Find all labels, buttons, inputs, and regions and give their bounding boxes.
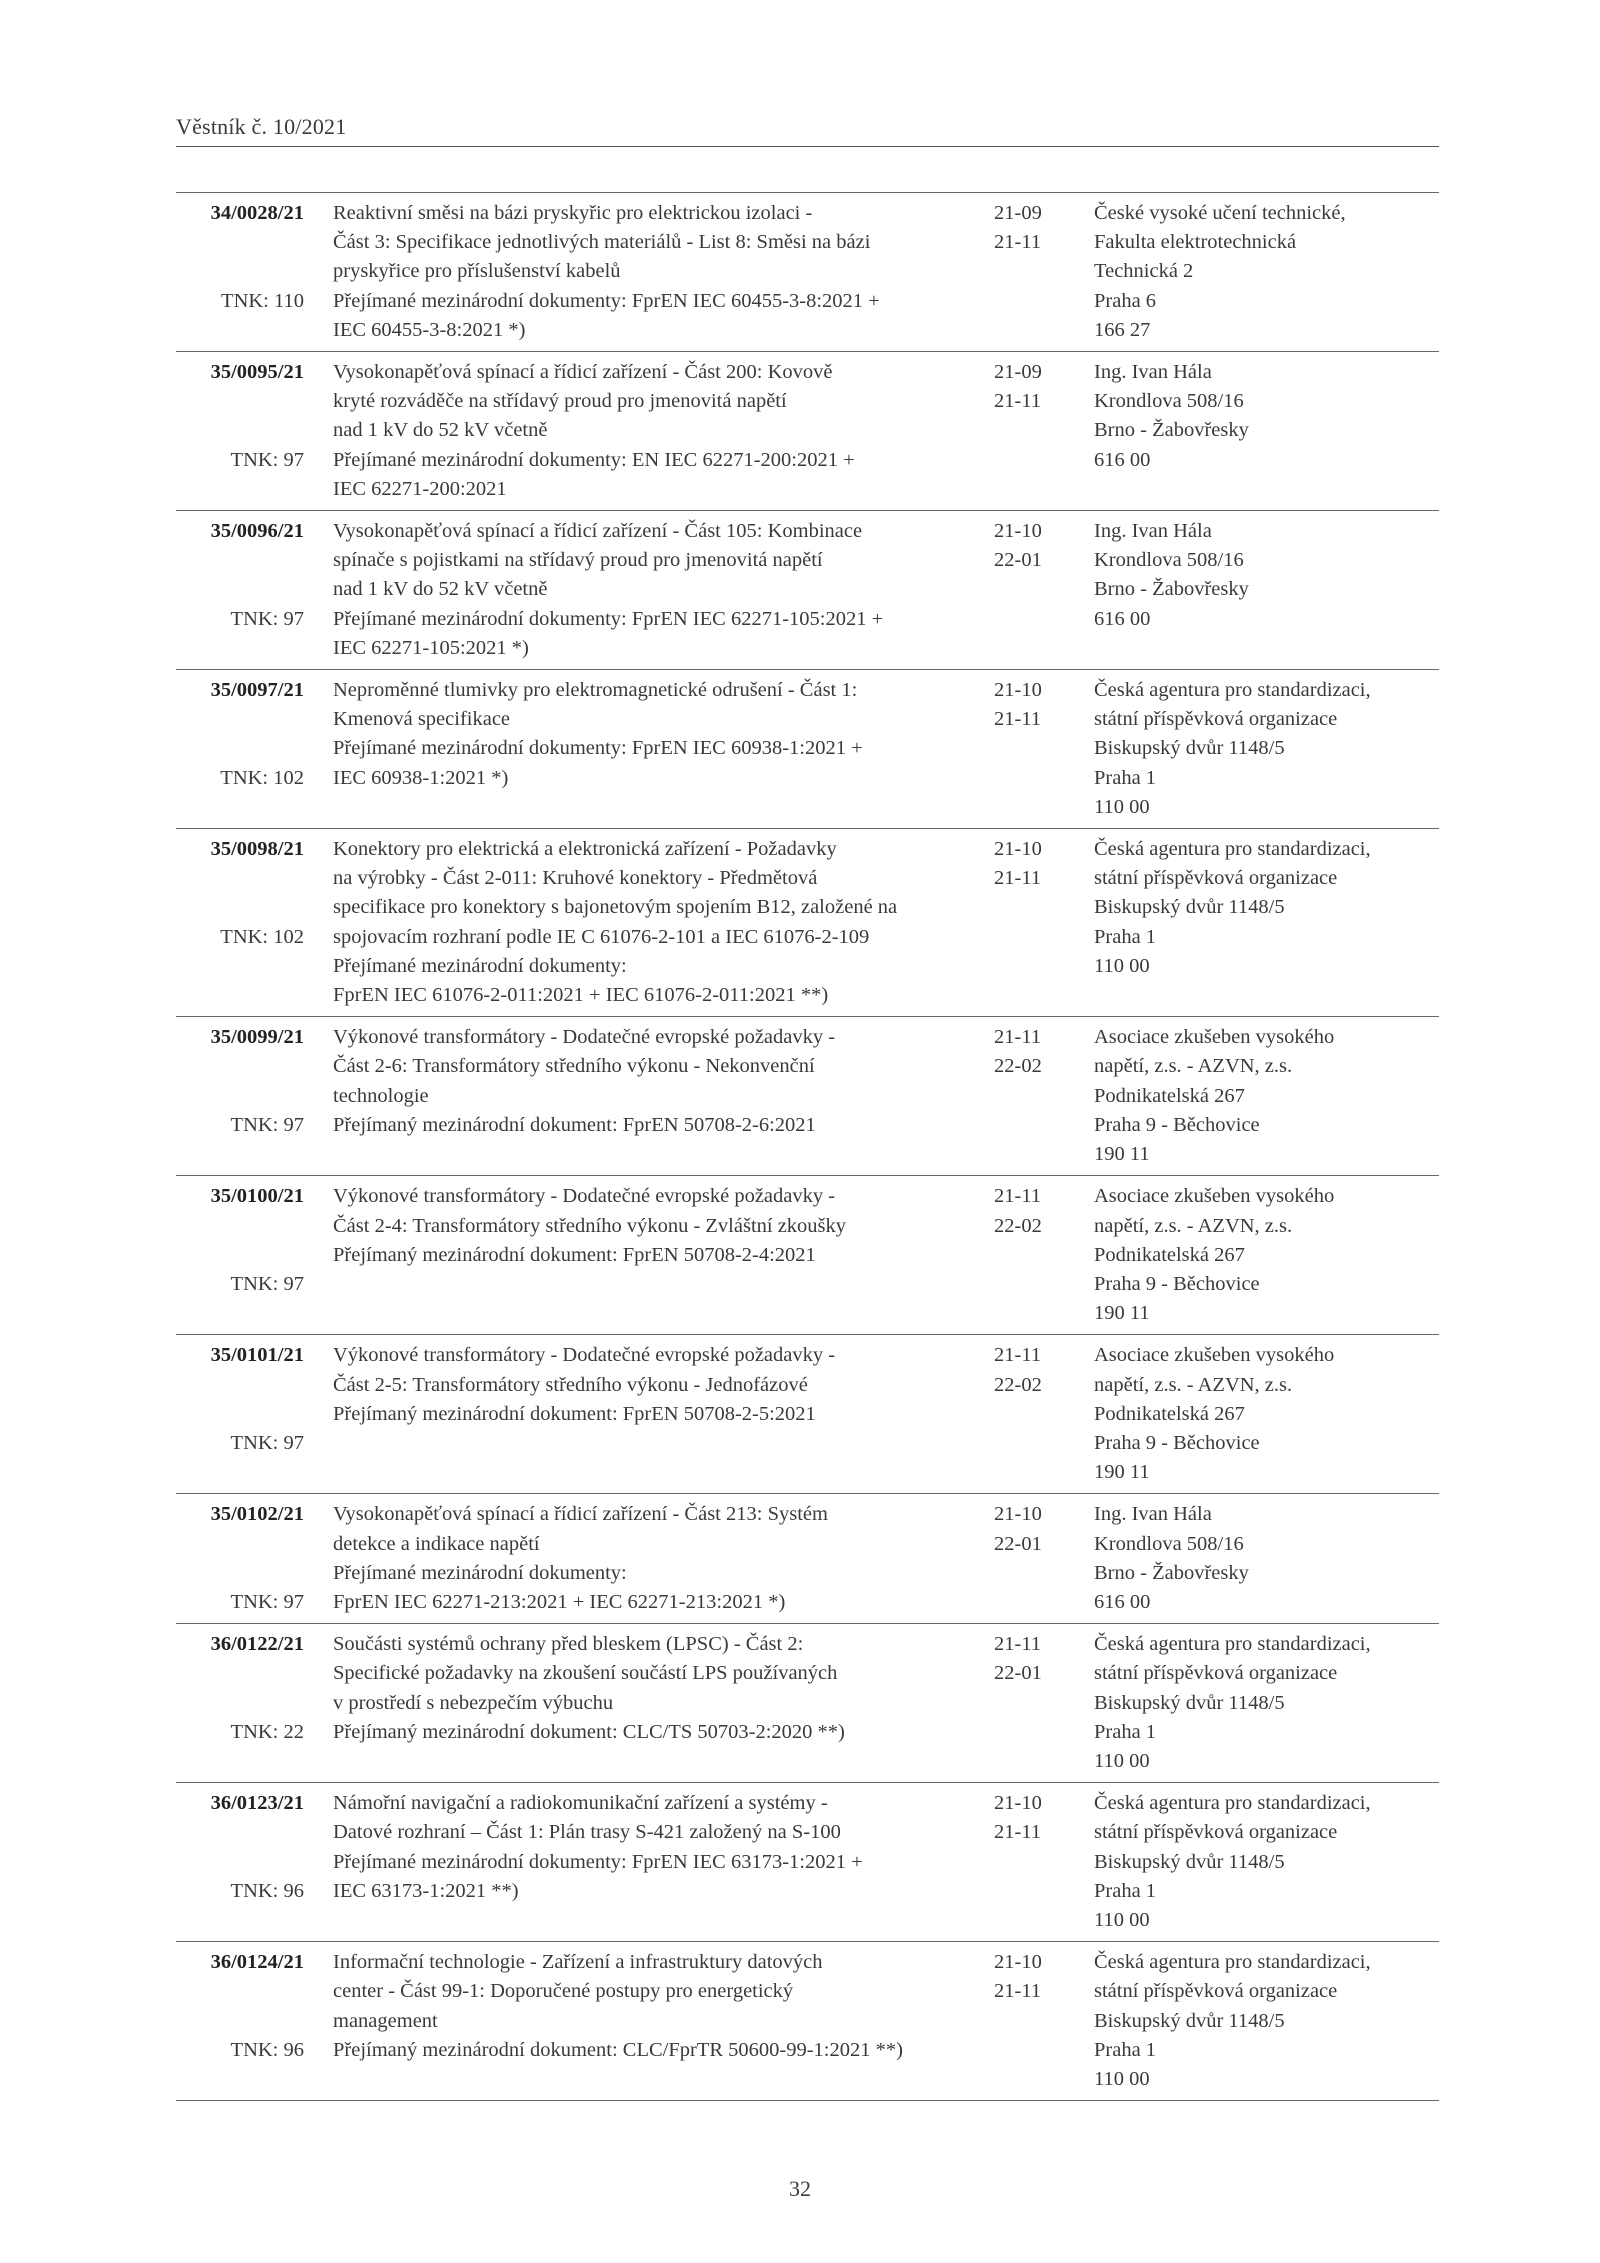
row-address — [1094, 1023, 1439, 1169]
row-identifier — [176, 358, 304, 504]
address-line: Podnikatelská 267 — [1094, 1402, 1245, 1425]
title-line: management — [333, 2009, 438, 2032]
title-line: spínače s pojistkami na střídavý proud pro jmenovitá napětí — [333, 549, 823, 572]
row-address — [1094, 199, 1439, 345]
tnk-label: TNK: 97 — [230, 1272, 304, 1295]
address-line: státní příspěvková organizace — [1094, 708, 1338, 731]
table-row — [176, 352, 1439, 511]
row-identifier — [176, 517, 304, 663]
title-line: Část 2-5: Transformátory středního výkonu - Jednofázové — [333, 1373, 808, 1396]
table-row — [176, 1624, 1439, 1783]
row-dates — [994, 358, 1064, 416]
address-line: Praha 9 - Běchovice — [1094, 1272, 1260, 1295]
address-line: 110 00 — [1094, 1908, 1150, 1931]
title-line: Část 2-6: Transformátory středního výkonu - Nekonvenční — [333, 1055, 815, 1078]
title-line: Vysokonapěťová spínací a řídicí zařízení - Část 213: Systém — [333, 1503, 828, 1526]
row-title — [333, 1789, 983, 1935]
title-line: Vysokonapěťová spínací a řídicí zařízení - Část 105: Kombinace — [333, 520, 863, 543]
date-value: 21-09 — [994, 361, 1042, 384]
title-line: Výkonové transformátory - Dodatečné evropské požadavky - — [333, 1185, 836, 1208]
address-line: státní příspěvková organizace — [1094, 1821, 1338, 1844]
page-number: 32 — [789, 2176, 811, 2201]
title-line: Přejímané mezinárodní dokumenty: — [333, 1561, 627, 1584]
address-line: Krondlova 508/16 — [1094, 549, 1244, 572]
address-line: Biskupský dvůr 1148/5 — [1094, 737, 1285, 760]
project-number: 36/0122/21 — [210, 1633, 304, 1656]
row-title — [333, 1948, 983, 2094]
row-title — [333, 1630, 983, 1776]
row-title — [333, 676, 983, 822]
date-value: 21-10 — [994, 1503, 1042, 1526]
address-line: Ing. Ivan Hála — [1094, 520, 1212, 543]
tnk-label: TNK: 22 — [230, 1720, 304, 1743]
address-line: Praha 9 - Běchovice — [1094, 1113, 1260, 1136]
date-value: 22-02 — [994, 1055, 1042, 1078]
address-line: 616 00 — [1094, 448, 1151, 471]
row-title — [333, 1500, 983, 1617]
date-value: 21-11 — [994, 1344, 1042, 1367]
address-line: Biskupský dvůr 1148/5 — [1094, 896, 1285, 919]
table-row — [176, 1783, 1439, 1942]
title-line: IEC 60455-3-8:2021 *) — [333, 318, 526, 341]
address-line: Podnikatelská 267 — [1094, 1243, 1245, 1266]
title-line: Přejímaný mezinárodní dokument: FprEN 50708-2-4:2021 — [333, 1243, 816, 1266]
date-value: 21-11 — [994, 708, 1042, 731]
address-line: 190 11 — [1094, 1302, 1150, 1325]
title-line: pryskyřice pro příslušenství kabelů — [333, 260, 621, 283]
row-address — [1094, 1948, 1439, 2094]
table-row — [176, 829, 1439, 1017]
address-line: 110 00 — [1094, 954, 1150, 977]
project-number: 35/0097/21 — [210, 679, 304, 702]
title-line: nad 1 kV do 52 kV včetně — [333, 419, 548, 442]
row-identifier — [176, 1341, 304, 1487]
address-line: Praha 1 — [1094, 1879, 1157, 1902]
date-value: 21-10 — [994, 679, 1042, 702]
date-value: 22-02 — [994, 1214, 1042, 1237]
title-line: Přejímaný mezinárodní dokument: FprEN 50708-2-6:2021 — [333, 1113, 816, 1136]
row-address — [1094, 835, 1439, 981]
row-title — [333, 1182, 983, 1328]
address-line: 616 00 — [1094, 607, 1151, 630]
row-dates — [994, 1789, 1064, 1847]
project-number: 35/0098/21 — [210, 838, 304, 861]
address-line: Praha 1 — [1094, 1720, 1157, 1743]
address-line: Biskupský dvůr 1148/5 — [1094, 2009, 1285, 2032]
row-identifier — [176, 1023, 304, 1169]
row-dates — [994, 1341, 1064, 1399]
title-line: v prostředí s nebezpečím výbuchu — [333, 1691, 614, 1714]
address-line: Technická 2 — [1094, 260, 1194, 283]
row-dates — [994, 676, 1064, 734]
row-identifier — [176, 1789, 304, 1935]
row-title — [333, 1023, 983, 1169]
table-row — [176, 1335, 1439, 1494]
row-title — [333, 199, 983, 345]
address-line: 190 11 — [1094, 1461, 1150, 1484]
address-line: Česká agentura pro standardizaci, — [1094, 679, 1371, 702]
title-line: Část 2-4: Transformátory středního výkonu - Zvláštní zkoušky — [333, 1214, 847, 1237]
address-line: Brno - Žabovřesky — [1094, 1561, 1249, 1584]
tnk-label: TNK: 96 — [230, 1879, 304, 1902]
table-row — [176, 670, 1439, 829]
row-dates — [994, 1023, 1064, 1081]
address-line: Praha 1 — [1094, 2038, 1157, 2061]
address-line: Krondlova 508/16 — [1094, 390, 1244, 413]
date-value: 21-10 — [994, 1951, 1042, 1974]
tnk-label: TNK: 97 — [230, 1431, 304, 1454]
row-dates — [994, 1182, 1064, 1240]
date-value: 21-11 — [994, 1026, 1042, 1049]
address-line: 190 11 — [1094, 1143, 1150, 1166]
project-number: 34/0028/21 — [210, 202, 304, 224]
address-line: Česká agentura pro standardizaci, — [1094, 1951, 1371, 1974]
title-line: spojovacím rozhraní podle IE C 61076-2-101 a IEC 61076-2-109 — [333, 925, 870, 948]
row-dates — [994, 1630, 1064, 1688]
title-line: Přejímaný mezinárodní dokument: FprEN 50708-2-5:2021 — [333, 1402, 816, 1425]
tnk-label: TNK: 97 — [230, 1590, 304, 1613]
journal-title: Věstník č. 10/2021 — [176, 114, 347, 139]
title-line: Součásti systémů ochrany před bleskem (LPSC) - Část 2: — [333, 1633, 804, 1656]
title-line: Přejímané mezinárodní dokumenty: FprEN IEC 60938-1:2021 + — [333, 737, 863, 760]
title-line: Přejímané mezinárodní dokumenty: EN IEC 62271-200:2021 + — [333, 448, 855, 471]
date-value: 21-11 — [994, 867, 1042, 890]
row-title — [333, 358, 983, 504]
project-number: 36/0123/21 — [210, 1792, 304, 1815]
title-line: FprEN IEC 62271-213:2021 + IEC 62271-213:2021 *) — [333, 1590, 786, 1613]
row-address — [1094, 358, 1439, 475]
project-number: 35/0095/21 — [210, 361, 304, 384]
date-value: 22-01 — [994, 1532, 1042, 1555]
address-line: Česká agentura pro standardizaci, — [1094, 1792, 1371, 1815]
project-number: 35/0102/21 — [210, 1503, 304, 1526]
project-number: 35/0099/21 — [210, 1026, 304, 1049]
title-line: Reaktivní směsi na bázi pryskyřic pro elektrickou izolaci - — [333, 202, 813, 224]
title-line: Přejímané mezinárodní dokumenty: — [333, 954, 627, 977]
address-line: 110 00 — [1094, 2067, 1150, 2090]
page-header — [176, 112, 1439, 147]
tnk-label: TNK: 110 — [221, 289, 304, 312]
title-line: Neproměnné tlumivky pro elektromagnetické odrušení - Část 1: — [333, 679, 858, 702]
project-number: 35/0101/21 — [210, 1344, 304, 1367]
row-title — [333, 1341, 983, 1487]
row-identifier — [176, 676, 304, 822]
title-line: Specifické požadavky na zkoušení součástí LPS používaných — [333, 1662, 838, 1685]
date-value: 21-10 — [994, 520, 1042, 543]
title-line: center - Část 99-1: Doporučené postupy pro energetický — [333, 1980, 794, 2003]
title-line: specifikace pro konektory s bajonetovým spojením B12, založené na — [333, 896, 898, 919]
date-value: 21-09 — [994, 202, 1042, 224]
row-dates — [994, 199, 1064, 257]
title-line: Konektory pro elektrická a elektronická zařízení - Požadavky — [333, 838, 837, 861]
title-line: na výrobky - Část 2-011: Kruhové konektory - Předmětová — [333, 867, 818, 890]
table-row — [176, 1176, 1439, 1335]
tnk-label: TNK: 97 — [230, 1113, 304, 1136]
tnk-label: TNK: 96 — [230, 2038, 304, 2061]
tnk-label: TNK: 97 — [230, 448, 304, 471]
row-identifier — [176, 199, 304, 345]
row-dates — [994, 1948, 1064, 2006]
row-identifier — [176, 1630, 304, 1776]
date-value: 21-11 — [994, 1185, 1042, 1208]
address-line: Brno - Žabovřesky — [1094, 578, 1249, 601]
tnk-label: TNK: 102 — [220, 925, 304, 948]
address-line: Asociace zkušeben vysokého — [1094, 1344, 1335, 1367]
title-line: Přejímané mezinárodní dokumenty: FprEN IEC 60455-3-8:2021 + — [333, 289, 880, 312]
row-address — [1094, 1630, 1439, 1776]
address-line: Brno - Žabovřesky — [1094, 419, 1249, 442]
project-number: 36/0124/21 — [210, 1951, 304, 1974]
date-value: 21-10 — [994, 838, 1042, 861]
address-line: Krondlova 508/16 — [1094, 1532, 1244, 1555]
date-value: 21-11 — [994, 1821, 1042, 1844]
address-line: Fakulta elektrotechnická — [1094, 231, 1297, 254]
row-title — [333, 835, 983, 1010]
row-address — [1094, 517, 1439, 634]
row-dates — [994, 517, 1064, 575]
date-value: 21-11 — [994, 390, 1042, 413]
title-line: Vysokonapěťová spínací a řídicí zařízení - Část 200: Kovově — [333, 361, 833, 384]
row-address — [1094, 1500, 1439, 1617]
address-line: 110 00 — [1094, 795, 1150, 818]
address-line: Ing. Ivan Hála — [1094, 361, 1212, 384]
row-dates — [994, 835, 1064, 893]
address-line: Biskupský dvůr 1148/5 — [1094, 1850, 1285, 1873]
date-value: 22-01 — [994, 1662, 1042, 1685]
title-line: IEC 62271-105:2021 *) — [333, 636, 529, 659]
address-line: Praha 1 — [1094, 925, 1157, 948]
address-line: 110 00 — [1094, 1749, 1150, 1772]
table-row — [176, 511, 1439, 670]
row-identifier — [176, 1500, 304, 1617]
row-identifier — [176, 1182, 304, 1328]
row-identifier — [176, 835, 304, 1010]
address-line: Praha 6 — [1094, 289, 1157, 312]
row-address — [1094, 1341, 1439, 1487]
title-line: Část 3: Specifikace jednotlivých materiálů - List 8: Směsi na bázi — [333, 231, 871, 254]
table-row — [176, 1017, 1439, 1176]
row-address — [1094, 1789, 1439, 1935]
title-line: Přejímané mezinárodní dokumenty: FprEN IEC 63173-1:2021 + — [333, 1850, 863, 1873]
address-line: státní příspěvková organizace — [1094, 1662, 1338, 1685]
title-line: Datové rozhraní – Část 1: Plán trasy S-421 založený na S-100 — [333, 1821, 841, 1844]
row-dates — [994, 1500, 1064, 1558]
address-line: Praha 9 - Běchovice — [1094, 1431, 1260, 1454]
row-title — [333, 517, 983, 663]
table-row — [176, 193, 1439, 352]
title-line: IEC 63173-1:2021 **) — [333, 1879, 519, 1902]
project-number: 35/0096/21 — [210, 520, 304, 543]
address-line: státní příspěvková organizace — [1094, 1980, 1338, 2003]
address-line: Ing. Ivan Hála — [1094, 1503, 1212, 1526]
address-line: Česká agentura pro standardizaci, — [1094, 1633, 1371, 1656]
address-line: 616 00 — [1094, 1590, 1151, 1613]
title-line: Kmenová specifikace — [333, 708, 511, 731]
title-line: nad 1 kV do 52 kV včetně — [333, 578, 548, 601]
date-value: 22-02 — [994, 1373, 1042, 1396]
title-line: detekce a indikace napětí — [333, 1532, 540, 1555]
date-value: 21-11 — [994, 1980, 1042, 2003]
title-line: FprEN IEC 61076-2-011:2021 + IEC 61076-2-011:2021 **) — [333, 984, 829, 1007]
title-line: Přejímaný mezinárodní dokument: CLC/TS 50703-2:2020 **) — [333, 1720, 845, 1743]
title-line: Informační technologie - Zařízení a infrastruktury datových — [333, 1951, 823, 1974]
date-value: 21-11 — [994, 1633, 1042, 1656]
address-line: Podnikatelská 267 — [1094, 1084, 1245, 1107]
address-line: státní příspěvková organizace — [1094, 867, 1338, 890]
title-line: kryté rozváděče na střídavý proud pro jmenovitá napětí — [333, 390, 787, 413]
table-row — [176, 1494, 1439, 1624]
address-line: Asociace zkušeben vysokého — [1094, 1026, 1335, 1049]
title-line: Výkonové transformátory - Dodatečné evropské požadavky - — [333, 1026, 836, 1049]
address-line: napětí, z.s. - AZVN, z.s. — [1094, 1373, 1293, 1396]
standards-table — [176, 192, 1439, 2101]
title-line: IEC 62271-200:2021 — [333, 477, 507, 500]
address-line: 166 27 — [1094, 318, 1151, 341]
title-line: IEC 60938-1:2021 *) — [333, 766, 509, 789]
address-line: napětí, z.s. - AZVN, z.s. — [1094, 1214, 1293, 1237]
row-address — [1094, 1182, 1439, 1328]
title-line: technologie — [333, 1084, 429, 1107]
title-line: Přejímané mezinárodní dokumenty: FprEN IEC 62271-105:2021 + — [333, 607, 884, 630]
project-number: 35/0100/21 — [210, 1185, 304, 1208]
address-line: Česká agentura pro standardizaci, — [1094, 838, 1371, 861]
date-value: 21-10 — [994, 1792, 1042, 1815]
tnk-label: TNK: 97 — [230, 607, 304, 630]
address-line: České vysoké učení technické, — [1094, 202, 1346, 224]
date-value: 22-01 — [994, 549, 1042, 572]
title-line: Výkonové transformátory - Dodatečné evropské požadavky - — [333, 1344, 836, 1367]
row-address — [1094, 676, 1439, 822]
address-line: Praha 1 — [1094, 766, 1157, 789]
address-line: Biskupský dvůr 1148/5 — [1094, 1691, 1285, 1714]
tnk-label: TNK: 102 — [220, 766, 304, 789]
table-row — [176, 1942, 1439, 2101]
address-line: Asociace zkušeben vysokého — [1094, 1185, 1335, 1208]
title-line: Přejímaný mezinárodní dokument: CLC/FprTR 50600-99-1:2021 **) — [333, 2038, 903, 2061]
row-identifier — [176, 1948, 304, 2094]
address-line: napětí, z.s. - AZVN, z.s. — [1094, 1055, 1293, 1078]
title-line: Námořní navigační a radiokomunikační zařízení a systémy - — [333, 1792, 828, 1815]
date-value: 21-11 — [994, 231, 1042, 254]
